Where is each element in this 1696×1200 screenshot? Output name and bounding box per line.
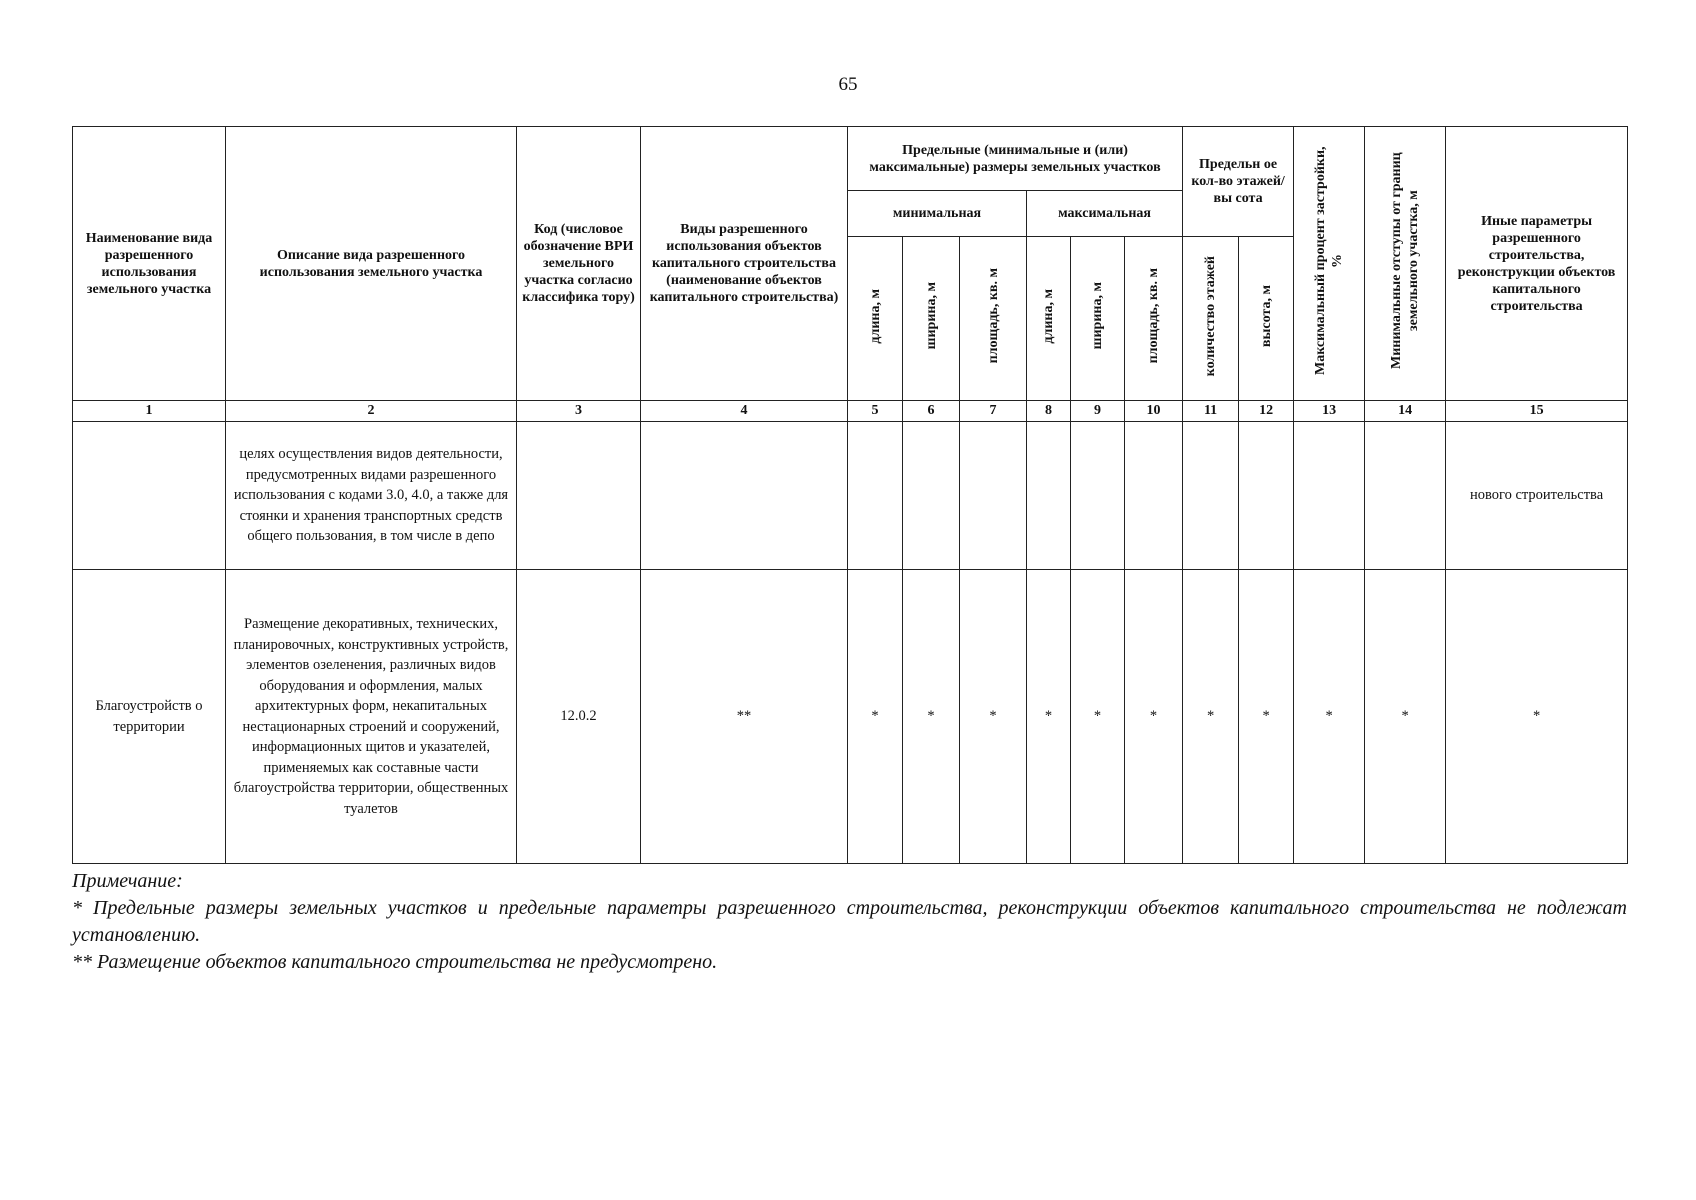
land-use-regulations-table [72,126,1628,864]
cell-name: Благоустройств о территории [73,570,226,864]
header-other-parameters: Иные параметры разрешенного строительства, реконструкции объектов капитального строительства [1446,127,1628,401]
header-min-setbacks: Минимальные отступы от границ земельного участка, м [1365,127,1446,401]
cell-code: 12.0.2 [517,570,641,864]
table-row [73,570,1628,864]
cell-height [1239,422,1294,570]
cell-min-length: * [848,570,903,864]
header-max-width: ширина, м [1071,237,1125,401]
column-number: 8 [1027,401,1071,422]
column-number: 14 [1365,401,1446,422]
cell-max-length: * [1027,570,1071,864]
cell-floors [1183,422,1239,570]
column-number: 13 [1294,401,1365,422]
cell-max-area: * [1125,570,1183,864]
header-floors-height: Предельн ое кол-во этажей/вы сота [1183,127,1294,237]
cell-min-area [960,422,1027,570]
notes-title: Примечание: [72,870,183,892]
cell-description: Размещение декоративных, технических, планировочных, конструктивных устройств, элементов озеленения, различных видов оборудования и оформления, малых архитектурных форм, некапитальных нестационарных строений и сооружений, информационных щитов и указателей, применяемых как составные части благоустройства территории, общественных туалетов [226,570,517,864]
header-floors-count: количество этажей [1183,237,1239,401]
header-min-area: площадь, кв. м [960,237,1027,401]
cell-other: * [1446,570,1628,864]
cell-max-width: * [1071,570,1125,864]
cell-height: * [1239,570,1294,864]
header-max-length: длина, м [1027,237,1071,401]
cell-setbacks: * [1365,570,1446,864]
column-number: 15 [1446,401,1628,422]
cell-oks: ** [641,570,848,864]
notes-section [72,868,1627,976]
header-plot-size-limits: Предельные (минимальные и (или) максимальные) размеры земельных участков [848,127,1183,191]
header-maximum: максимальная [1027,191,1183,237]
header-land-use-name: Наименование вида разрешенного использования земельного участка [73,127,226,401]
cell-other: нового строительства [1446,422,1628,570]
column-number: 10 [1125,401,1183,422]
header-height: высота, м [1239,237,1294,401]
cell-setbacks [1365,422,1446,570]
header-max-coverage: Максимальный процент застройки, % [1294,127,1365,401]
note-2: ** Размещение объектов капитального строительства не предусмотрено. [72,951,718,973]
cell-min-area: * [960,570,1027,864]
column-number: 2 [226,401,517,422]
page-number: 65 [838,74,858,95]
cell-coverage: * [1294,570,1365,864]
table-row [73,422,1628,570]
cell-max-area [1125,422,1183,570]
note-1: * Предельные размеры земельных участков и предельные параметры разрешенного строительства, реконструкции объектов капитального строительства не подлежат установлению. [72,897,1627,946]
cell-min-length [848,422,903,570]
cell-min-width: * [903,570,960,864]
cell-description: целях осуществления видов деятельности, предусмотренных видами разрешенного использования с кодами 3.0, 4.0, а также для стоянки и хранения транспортных средств общего пользования, в том числе в депо [226,422,517,570]
header-minimum: минимальная [848,191,1027,237]
column-number: 3 [517,401,641,422]
column-number: 12 [1239,401,1294,422]
cell-name [73,422,226,570]
header-max-area: площадь, кв. м [1125,237,1183,401]
cell-oks [641,422,848,570]
column-number: 1 [73,401,226,422]
column-number-row [73,401,1628,422]
header-min-length: длина, м [848,237,903,401]
cell-min-width [903,422,960,570]
cell-coverage [1294,422,1365,570]
header-min-width: ширина, м [903,237,960,401]
column-number: 9 [1071,401,1125,422]
cell-code [517,422,641,570]
cell-max-length [1027,422,1071,570]
cell-floors: * [1183,570,1239,864]
header-code: Код (числовое обозначение ВРИ земельного участка согласио классифика тору) [517,127,641,401]
column-number: 5 [848,401,903,422]
column-number: 7 [960,401,1027,422]
column-number: 11 [1183,401,1239,422]
cell-max-width [1071,422,1125,570]
column-number: 6 [903,401,960,422]
header-description: Описание вида разрешенного использования земельного участка [226,127,517,401]
header-oks-uses: Виды разрешенного использования объектов капитального строительства (наименование объектов капитального строительства) [641,127,848,401]
column-number: 4 [641,401,848,422]
